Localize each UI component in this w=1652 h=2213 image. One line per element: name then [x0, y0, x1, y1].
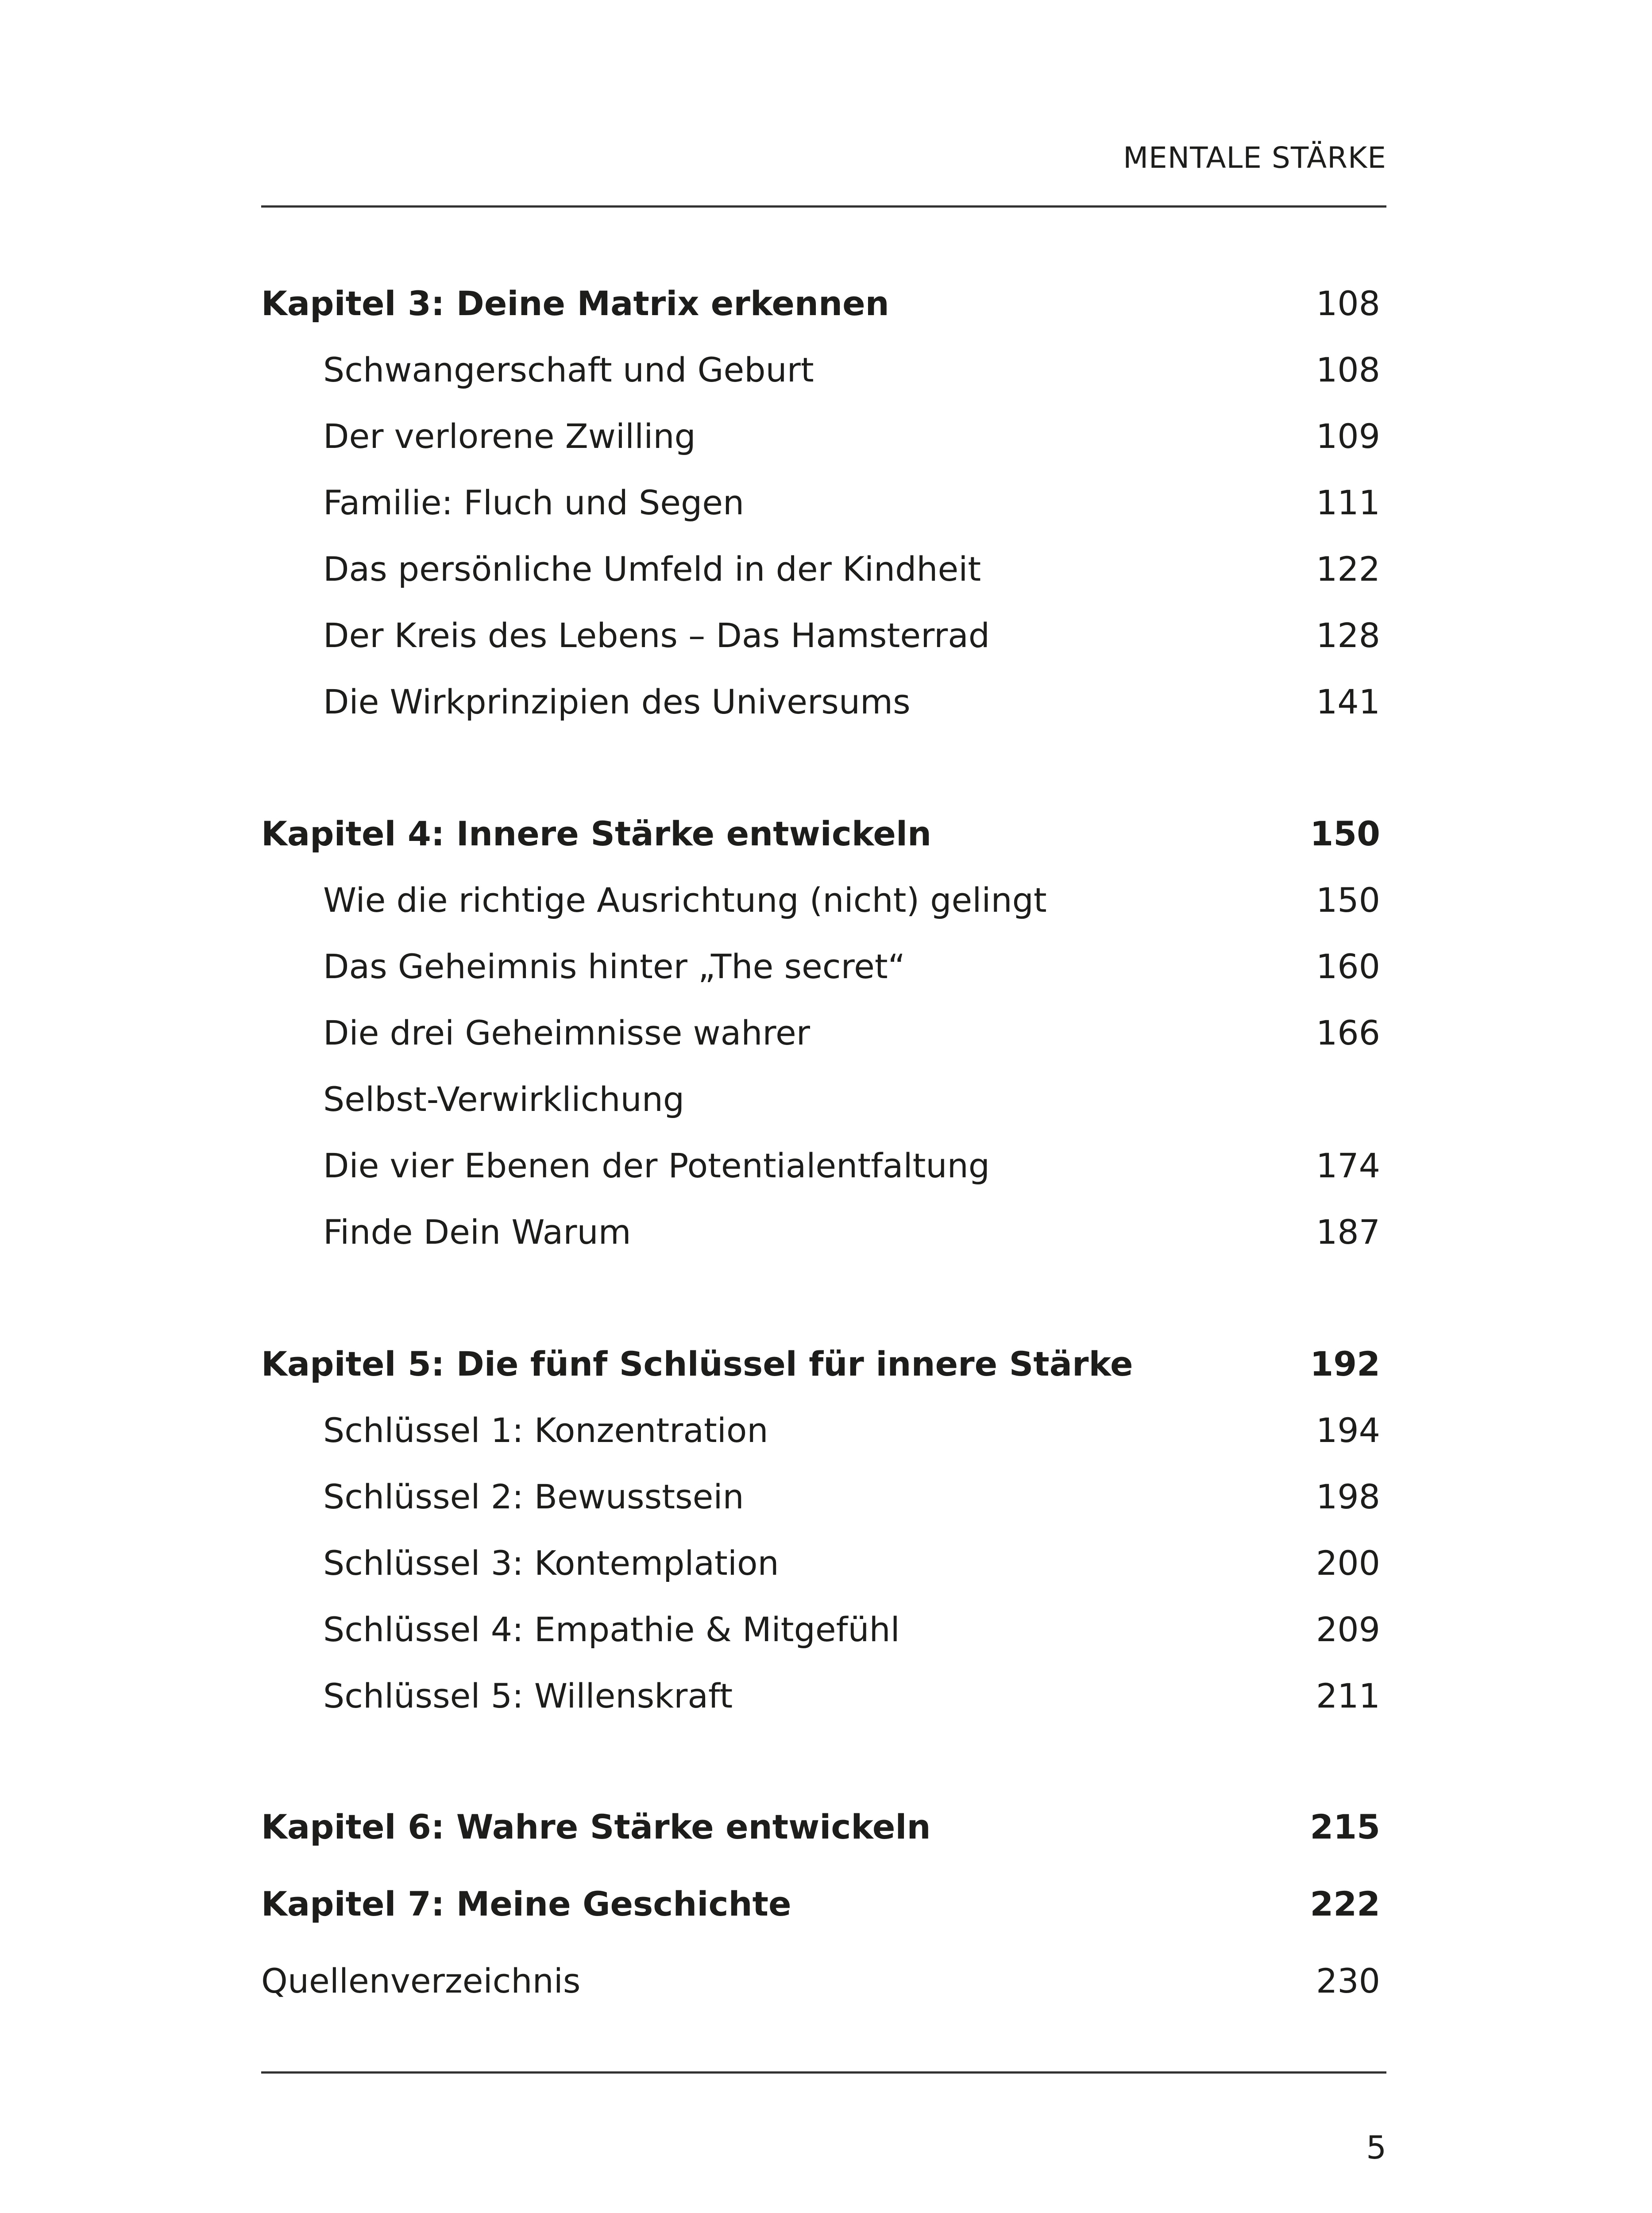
- toc-chapter-6: [261, 1793, 1380, 1847]
- toc-entry-title: Finde Dein Warum: [323, 1212, 631, 1252]
- toc-entry: [261, 867, 1380, 920]
- toc-page-number: 187: [1316, 1212, 1380, 1252]
- toc-page-number: 222: [1310, 1884, 1380, 1924]
- toc-entry-title: Schlüssel 2: Bewusstsein: [323, 1477, 744, 1516]
- toc-chapter-title: Kapitel 4: Innere Stärke entwickeln: [261, 814, 932, 853]
- footer-rule: [261, 2071, 1386, 2074]
- toc-entry: [261, 536, 1380, 589]
- toc-page-number: 192: [1310, 1344, 1380, 1384]
- toc-chapter-title: Kapitel 3: Deine Matrix erkennen: [261, 284, 889, 323]
- toc-page-number: 108: [1316, 350, 1380, 389]
- toc-chapter-5: [261, 1330, 1380, 1384]
- toc-entry: [261, 933, 1380, 986]
- toc-entry-title: Schwangerschaft und Geburt: [323, 350, 814, 389]
- toc-page-number: 166: [1316, 1013, 1380, 1053]
- toc-entry: [261, 1463, 1380, 1516]
- toc-page-number: 200: [1316, 1543, 1380, 1583]
- toc-page-number: 160: [1316, 947, 1380, 986]
- toc-page-number: 211: [1316, 1676, 1380, 1716]
- page-number: 5: [1366, 2129, 1386, 2166]
- toc-entry: [261, 403, 1380, 456]
- toc-entry-title: Der Kreis des Lebens – Das Hamsterrad: [323, 616, 990, 655]
- toc-entry-title: Schlüssel 5: Willenskraft: [323, 1676, 733, 1716]
- toc-page-number: 198: [1316, 1477, 1380, 1516]
- toc-entry: [261, 469, 1380, 522]
- toc-entry: [261, 668, 1380, 721]
- toc-chapter-3: [261, 270, 1380, 323]
- toc-entry: [261, 1662, 1380, 1716]
- toc-entry-title: Familie: Fluch und Segen: [323, 483, 745, 522]
- toc-entry-title: Die vier Ebenen der Potentialentfaltung: [323, 1146, 990, 1185]
- toc-entry: [261, 602, 1380, 655]
- toc-entry: [261, 1596, 1380, 1649]
- toc-entry-title: Schlüssel 1: Konzentration: [323, 1411, 768, 1450]
- toc-entry: [261, 1199, 1380, 1252]
- toc-page-number: 141: [1316, 682, 1380, 721]
- toc-page-number: 215: [1310, 1807, 1380, 1847]
- toc-page-number: 230: [1316, 1961, 1380, 2001]
- toc-page-number: 109: [1316, 416, 1380, 456]
- toc-page-number: 108: [1316, 284, 1380, 323]
- toc-entry-title: Das Geheimnis hinter „The secret“: [323, 947, 906, 986]
- toc-entry-title: Die Wirkprinzipien des Universums: [323, 682, 911, 721]
- toc-page-number: 150: [1310, 814, 1380, 853]
- toc-page-number: 150: [1316, 880, 1380, 920]
- toc-entry-title: Die drei Geheimnisse wahrer: [323, 1013, 810, 1053]
- toc-page-number: 122: [1316, 549, 1380, 589]
- toc-entry: [261, 1397, 1380, 1450]
- toc-page-number: 174: [1316, 1146, 1380, 1185]
- toc-page-number: 209: [1316, 1610, 1380, 1649]
- toc-references: [261, 1947, 1380, 2001]
- toc-chapter-title: Kapitel 7: Meine Geschichte: [261, 1884, 791, 1924]
- toc-entry-title: Der verlorene Zwilling: [323, 416, 696, 456]
- toc-chapter-title: Kapitel 6: Wahre Stärke entwickeln: [261, 1807, 931, 1847]
- header-rule: [261, 205, 1386, 208]
- toc-page-number: 111: [1316, 483, 1380, 522]
- toc-entry-title: Das persönliche Umfeld in der Kindheit: [323, 549, 981, 589]
- running-header: MENTALE STÄRKE: [1123, 141, 1386, 175]
- toc-entry-continuation: [261, 1066, 1380, 1119]
- toc-chapter-4: [261, 800, 1380, 853]
- toc-entry-title: Wie die richtige Ausrichtung (nicht) gelingt: [323, 880, 1047, 920]
- toc-entry: [261, 1530, 1380, 1583]
- toc-entry-title: Selbst-Verwirklichung: [323, 1080, 685, 1119]
- toc-entry: [261, 336, 1380, 389]
- toc-entry-title: Schlüssel 4: Empathie & Mitgefühl: [323, 1610, 900, 1649]
- toc-entry-title: Quellenverzeichnis: [261, 1961, 581, 2001]
- toc-chapter-7: [261, 1870, 1380, 1924]
- toc-page-number: 128: [1316, 616, 1380, 655]
- toc-chapter-title: Kapitel 5: Die fünf Schlüssel für innere Stärke: [261, 1344, 1133, 1384]
- toc-entry-title: Schlüssel 3: Kontemplation: [323, 1543, 779, 1583]
- toc-entry: [261, 1132, 1380, 1185]
- toc-entry: [261, 999, 1380, 1053]
- toc-page-number: 194: [1316, 1411, 1380, 1450]
